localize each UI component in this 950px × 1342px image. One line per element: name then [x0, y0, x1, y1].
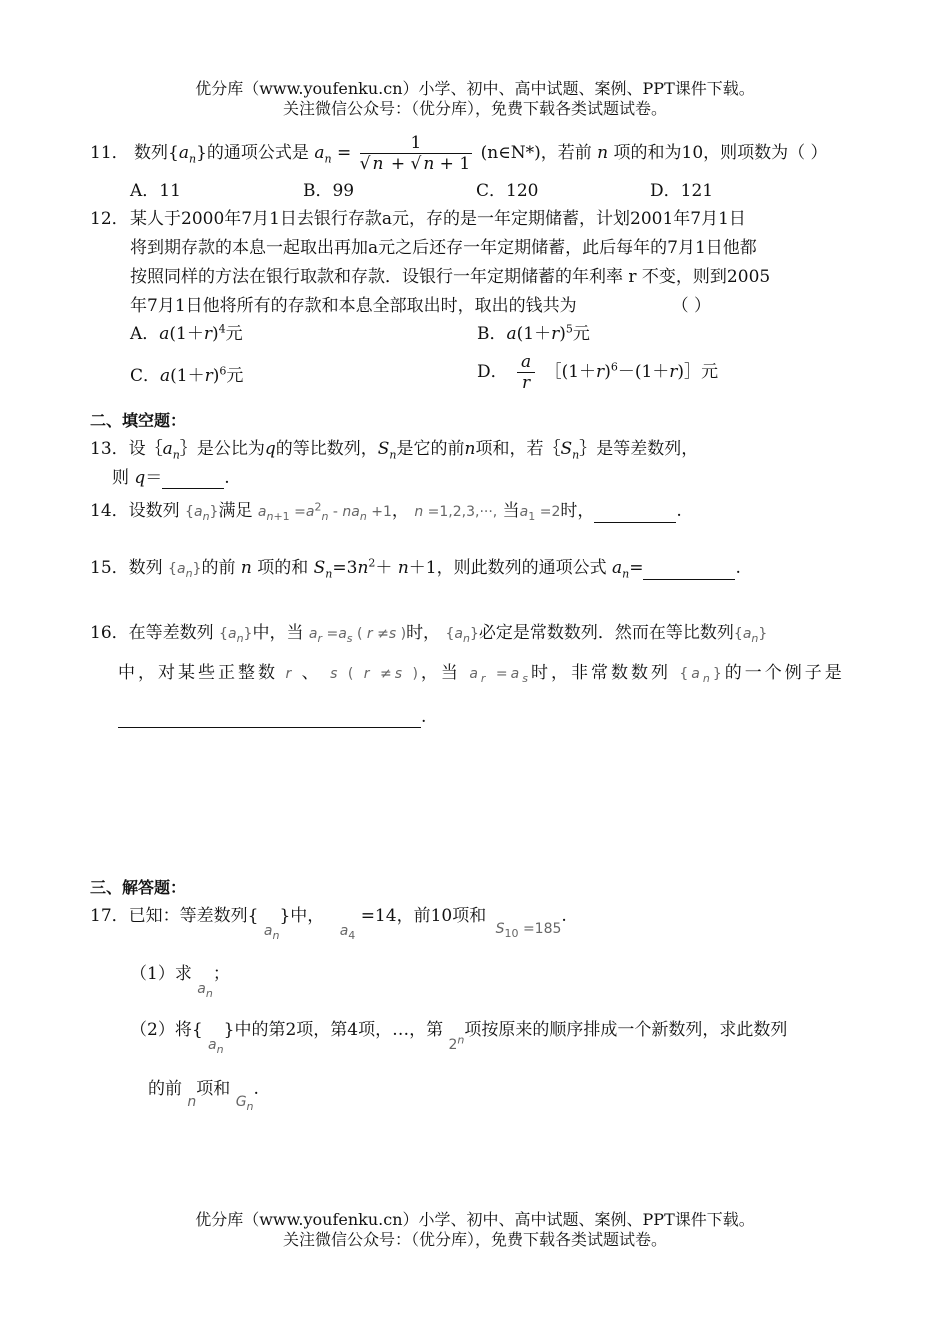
answer-blank[interactable] [118, 711, 421, 728]
answer-blank[interactable] [162, 472, 224, 489]
q12-option-d: D． $\frac{a}{r}$ $[(1+r)^6-(1+r)]$元 [477, 352, 719, 393]
question-17-part-2: （2）将{ $_{a_n}$}中的第2项，第4项，…，第 $_{2^n}$项按原来的顺序排成一个新数列，求此数列 [130, 1020, 788, 1056]
question-14: 14．设数列 $\{a_n\}$满足 $a_{n+1} =a^2_n - na_n +1$， n =1,2,3,···, 当$a_1 =2$时， . [90, 500, 682, 523]
question-13-cont: 则 q＝ . [112, 468, 230, 488]
fraction: $\frac{1}{√ n + √ n + 1}$ [359, 133, 471, 174]
q12-option-b: B．$a(1+r)^5$元 [477, 322, 590, 344]
section-title-fill-in: 二、填空题： [90, 411, 187, 430]
section-title-solutions: 三、解答题： [90, 878, 187, 897]
question-16: 16．在等差数列 $\{a_n\}$中，当 $a_r =a_s$ ( r ≠s )时， $\{a_n\}$必定是常数数列．然而在等比数列$\{a_n\}$ [90, 623, 768, 645]
q11-option-d: D．121 [650, 181, 714, 201]
question-17: 17．已知：等差数列{ $_{a_n}$}中， $_{a_4}$ =14，前10项和 $_{S_{10} =185}$. [90, 906, 567, 942]
question-17-part-2-cont: 的前 $_n$项和 $_{G_n}$. [148, 1079, 259, 1113]
q12-option-a: A．$a(1+r)^4$元 [130, 322, 243, 344]
q11-option-a: A．11 [130, 181, 181, 201]
question-number: 11． [90, 143, 129, 163]
answer-blank[interactable] [594, 506, 676, 523]
footer-line-1: 优分库（www.youfenku.cn）小学、初中、高中试题、案例、PPT课件下载。 [195, 1210, 755, 1229]
header-line-2: 关注微信公众号：（优分库），免费下载各类试题试卷。 [282, 99, 667, 118]
question-11: 11． 数列$\{a_n\}$的通项公式是 $a_n$ = $\frac{1}{√ n + √ n + 1}$ (n∈N*)，若前 n 项的和为10，则项数为（ ） [90, 133, 828, 174]
question-17-part-1: （1）求 $_{a_n}$； [130, 964, 230, 1000]
answer-blank[interactable] [643, 563, 735, 580]
answer-paren: （ ） [671, 296, 712, 316]
question-16-cont: 中，对某些正整数 r 、 s ( r ≠s )，当 $a_r =a_s$时，非常数数列 $\{a_n\}$的一个例子是 [118, 663, 845, 685]
question-12-text: 某人于2000年7月1日去银行存款a元，存的是一年定期储蓄，计划2001年7月1日 将到期存款的本息一起取出再加a元之后还存一年定期储蓄，此后每年的7月1日他都 按照同样的方法在银行取款和存款．设银行一年定期储蓄的年利率 r 不变，则到2005 年7月1日他将所有的存款和本息全部取出时，取出的钱共为 （ ） [130, 209, 771, 316]
question-number: 12． [90, 209, 129, 229]
header-line-1: 优分库（www.youfenku.cn）小学、初中、高中试题、案例、PPT课件下载。 [195, 79, 755, 98]
q12-option-c: C．$a(1+r)^6$元 [130, 364, 244, 386]
q11-option-c: C．120 [476, 181, 539, 201]
question-16-answer: . [118, 706, 426, 728]
question-13: 13．设$\{a_n\}$是公比为q的等比数列，$S_n$是它的前n项和，若$\{S_n\}$是等差数列， [90, 439, 699, 462]
footer-line-2: 关注微信公众号：（优分库），免费下载各类试题试卷。 [282, 1230, 667, 1249]
q11-option-b: B．99 [303, 181, 355, 201]
question-15: 15．数列 $\{a_n\}$的前 n 项的和 $S_n=3n^2+ n+1$，则此数列的通项公式 $a_n=$ . [90, 556, 741, 581]
